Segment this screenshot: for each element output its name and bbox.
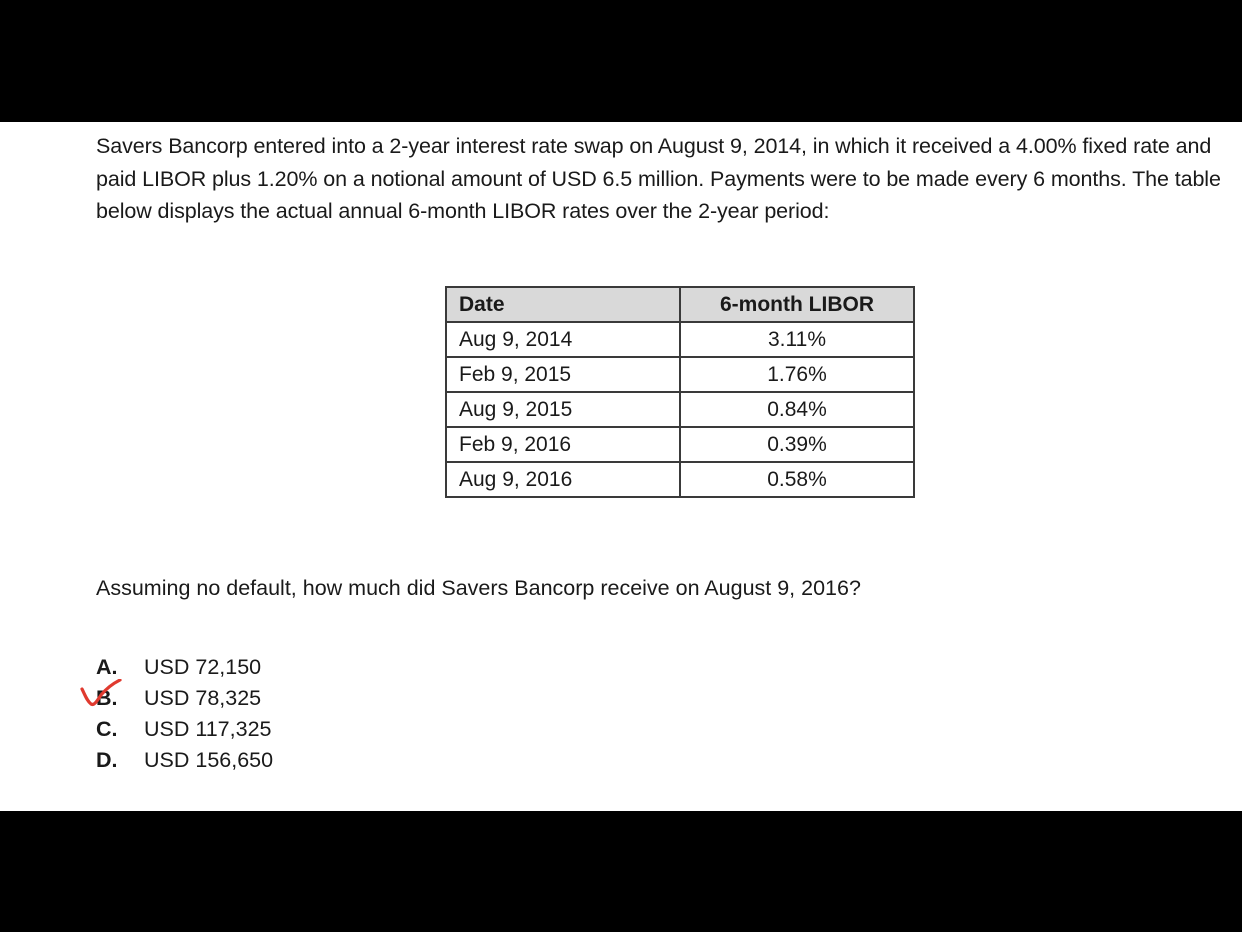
question-text: Assuming no default, how much did Savers Bancorp receive on August 9, 2016? bbox=[96, 576, 861, 600]
option-text: USD 117,325 bbox=[144, 717, 272, 741]
option-letter: D. bbox=[96, 748, 118, 772]
problem-text: Savers Bancorp entered into a 2-year interest rate swap on August 9, 2014, in which it received a 4.00% fixed rate and paid LIBOR plus 1.20% on a notional amount of USD 6.5 million. Payments were to be made every 6 months. The table below displays the actual annual 6-month LIBOR rates over the 2-year period: bbox=[96, 134, 1221, 223]
document-page bbox=[0, 122, 1242, 811]
table-row bbox=[446, 322, 914, 357]
option-text: USD 72,150 bbox=[144, 655, 262, 679]
table-cell-date: Feb 9, 2015 bbox=[446, 357, 680, 392]
option-letter: C. bbox=[96, 717, 118, 741]
table-cell-rate: 0.84% bbox=[680, 392, 914, 427]
option-letter: B. bbox=[96, 686, 118, 710]
option-letter: A. bbox=[96, 655, 118, 679]
table-header-libor: 6-month LIBOR bbox=[680, 287, 914, 322]
table-cell-date: Feb 9, 2016 bbox=[446, 427, 680, 462]
table-cell-date: Aug 9, 2014 bbox=[446, 322, 680, 357]
table-header-date: Date bbox=[446, 287, 680, 322]
option-c bbox=[96, 714, 273, 745]
table-cell-date: Aug 9, 2016 bbox=[446, 462, 680, 497]
table-row bbox=[446, 427, 914, 462]
bottom-black-bar bbox=[0, 811, 1242, 932]
table-row bbox=[446, 392, 914, 427]
option-d bbox=[96, 745, 273, 776]
table-cell-rate: 0.39% bbox=[680, 427, 914, 462]
option-text: USD 78,325 bbox=[144, 686, 262, 710]
top-black-bar bbox=[0, 0, 1242, 122]
answer-options bbox=[96, 652, 273, 776]
table-row bbox=[446, 462, 914, 497]
option-text: USD 156,650 bbox=[144, 748, 274, 772]
table-cell-rate: 0.58% bbox=[680, 462, 914, 497]
table-cell-date: Aug 9, 2015 bbox=[446, 392, 680, 427]
option-b bbox=[96, 683, 273, 714]
table-cell-rate: 3.11% bbox=[680, 322, 914, 357]
table-row bbox=[446, 357, 914, 392]
table-header-row bbox=[446, 287, 914, 322]
table-cell-rate: 1.76% bbox=[680, 357, 914, 392]
check-mark-icon bbox=[78, 679, 128, 715]
libor-rates-table bbox=[445, 286, 915, 498]
